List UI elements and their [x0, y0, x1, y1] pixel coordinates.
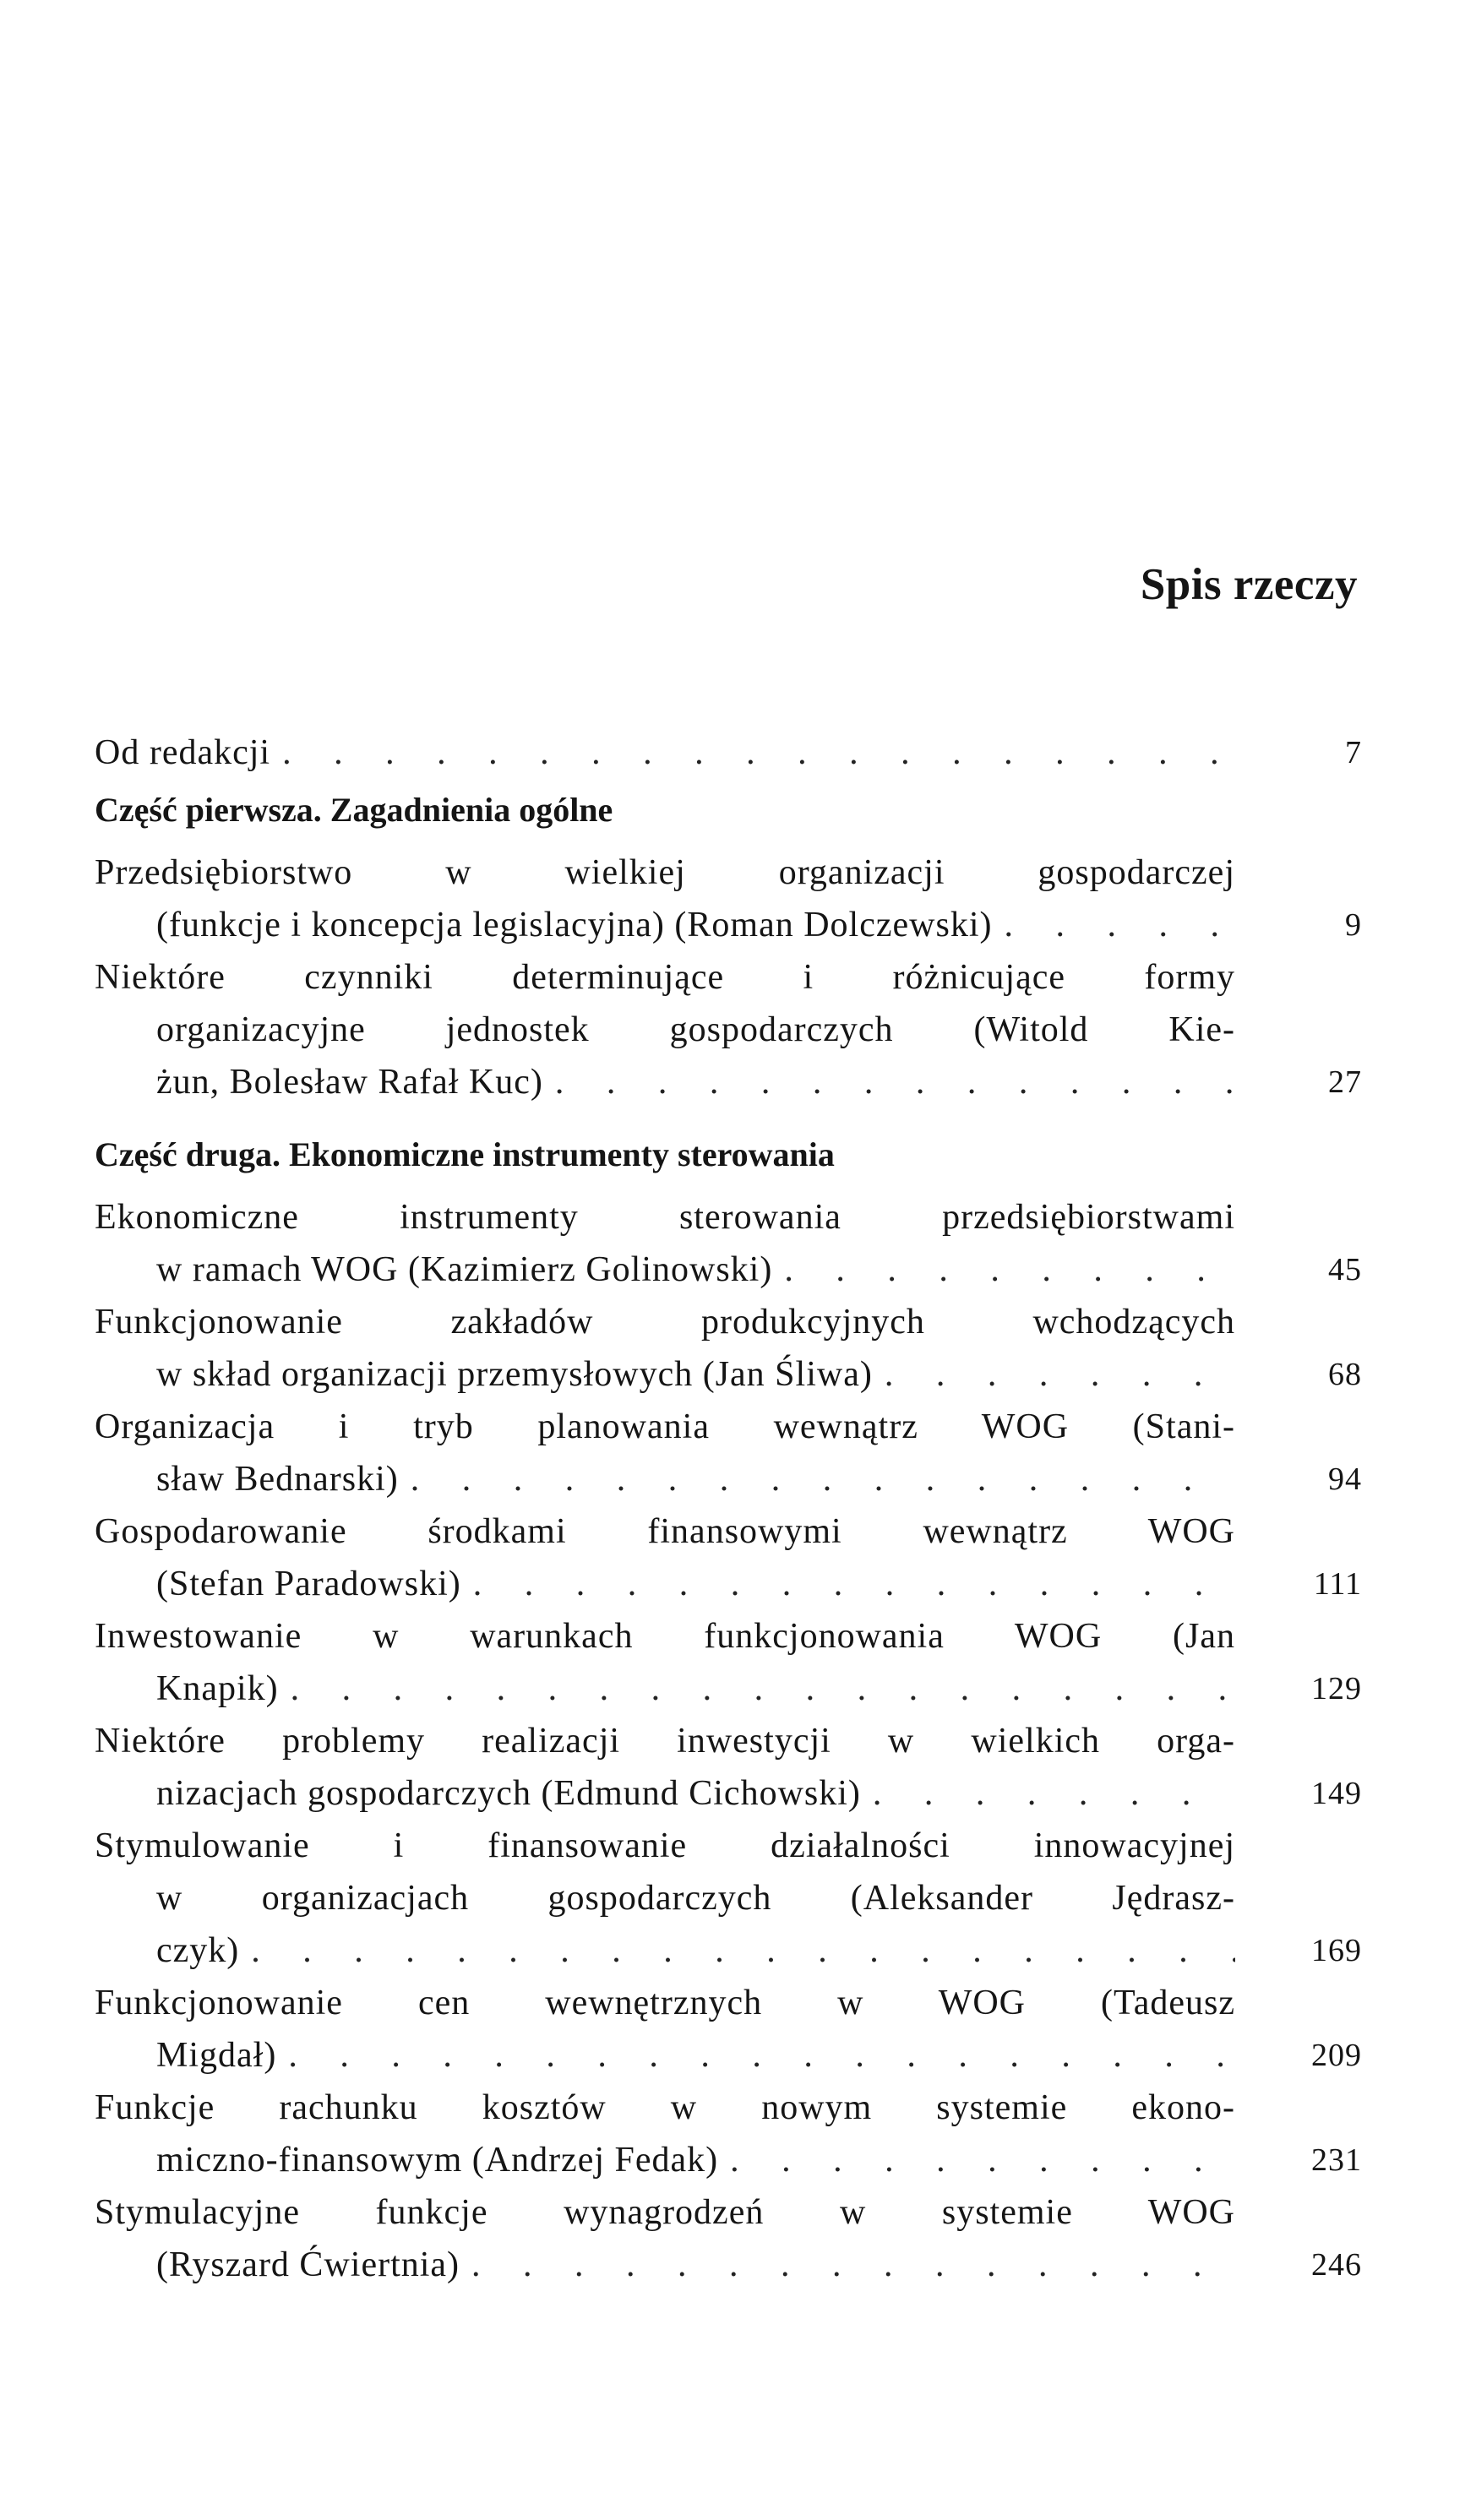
toc-entry-line: Niektóre problemy realizacji inwestycji w wielkich orga- [95, 1722, 1235, 1761]
toc-entry-line: Ekonomiczne instrumenty sterowania przedsiębiorstwami [95, 1198, 1235, 1237]
dot-leader [276, 2029, 1235, 2082]
toc-entry-line: Przedsiębiorstwo w wielkiej organizacji gospodarczej [95, 853, 1235, 892]
toc-entry [95, 1191, 1362, 1296]
toc-entry-line: w skład organizacji przemysłowych (Jan Śliwa) [156, 1355, 873, 1394]
toc-entry-line: Migdał) [156, 2036, 277, 2075]
dot-leader [239, 1924, 1235, 1977]
page-number: 68 [1328, 1357, 1362, 1392]
toc-entry-line: czyk) [156, 1931, 240, 1970]
toc-entry-line: Stymulacyjne funkcje wynagrodzeń w systemie WOG [95, 2193, 1235, 2232]
page-number: 7 [1345, 735, 1362, 770]
toc-entry-line: Gospodarowanie środkami finansowymi wewnątrz WOG [95, 1512, 1235, 1551]
part-heading-1 [95, 784, 1362, 836]
page-number: 9 [1345, 907, 1362, 943]
toc-entry-foreword [95, 727, 1362, 779]
toc-entry-line: Funkcjonowanie cen wewnętrznych w WOG (Tadeusz [95, 1984, 1235, 2022]
dot-leader [543, 1056, 1235, 1108]
page-title: Spis rzeczy [1140, 560, 1358, 609]
toc-entry-line: (Stefan Paradowski) [156, 1565, 461, 1603]
page-number: 45 [1328, 1252, 1362, 1287]
toc-entry [95, 1401, 1362, 1505]
part-heading-2 [95, 1129, 1362, 1181]
toc-entry-line: Knapik) [156, 1669, 279, 1708]
toc-entry [95, 1610, 1362, 1715]
dot-leader [279, 1663, 1235, 1715]
page-number: 231 [1311, 2142, 1362, 2178]
toc-entry-line: Inwestowanie w warunkach funkcjonowania WOG (Jan [95, 1617, 1235, 1656]
dot-leader [270, 727, 1235, 779]
dot-leader [992, 899, 1235, 951]
part-label: Część druga. [95, 1135, 280, 1173]
page-number: 111 [1313, 1566, 1362, 1602]
dot-leader [718, 2134, 1235, 2186]
toc-entry [95, 951, 1362, 1108]
toc-entry [95, 1505, 1362, 1610]
part-label: Część pierwsza. [95, 791, 322, 829]
page-number: 129 [1311, 1671, 1362, 1706]
dot-leader [873, 1348, 1235, 1401]
toc-entry [95, 1977, 1362, 2082]
toc-entry-line: nizacjach gospodarczych (Edmund Cichowski) [156, 1774, 861, 1813]
part-title: Ekonomiczne instrumenty sterowania [288, 1135, 835, 1173]
page-number: 246 [1311, 2247, 1362, 2283]
toc-entry [95, 2082, 1362, 2186]
toc-entry-line: w organizacjach gospodarczych (Aleksander Jędrasz- [156, 1879, 1235, 1918]
toc-entry [95, 1296, 1362, 1401]
toc-entry-line: miczno-finansowym (Andrzej Fedak) [156, 2141, 719, 2180]
toc-entry-line: Organizacja i tryb planowania wewnątrz WOG (Stani- [95, 1407, 1235, 1446]
toc-entry-line: żun, Bolesław Rafał Kuc) [156, 1063, 543, 1102]
dot-leader [460, 2239, 1235, 2291]
toc-entry-line: organizacyjne jednostek gospodarczych (Witold Kie- [156, 1010, 1235, 1049]
dot-leader [399, 1453, 1235, 1505]
toc-entry-line: Funkcje rachunku kosztów w nowym systemie ekono- [95, 2088, 1235, 2127]
toc-entry [95, 846, 1362, 951]
toc-entry-line: w ramach WOG (Kazimierz Golinowski) [156, 1250, 773, 1289]
dot-leader [461, 1558, 1235, 1610]
dot-leader [861, 1767, 1235, 1820]
toc-entry-line: Niektóre czynniki determinujące i różnicujące formy [95, 958, 1235, 997]
part-title: Zagadnienia ogólne [330, 791, 613, 829]
toc-entry-line: (Ryszard Ćwiertnia) [156, 2245, 460, 2284]
page-number: 209 [1311, 2038, 1362, 2073]
toc-entry [95, 2186, 1362, 2291]
toc-entry-title: Od redakcji [95, 733, 271, 772]
toc-entry-line: Funkcjonowanie zakładów produkcyjnych wchodzących [95, 1303, 1235, 1342]
toc-entry [95, 1820, 1362, 1977]
toc-entry-line: (funkcje i koncepcja legislacyjna) (Roman Dolczewski) [156, 906, 993, 944]
toc-entry-line: Stymulowanie i finansowanie działalności innowacyjnej [95, 1826, 1235, 1865]
page-number: 94 [1328, 1461, 1362, 1497]
page-number: 149 [1311, 1776, 1362, 1811]
page-number: 27 [1328, 1064, 1362, 1100]
page-number: 169 [1311, 1933, 1362, 1968]
table-of-contents [95, 727, 1362, 2291]
toc-entry-line: sław Bednarski) [156, 1460, 399, 1499]
dot-leader [772, 1244, 1235, 1296]
toc-entry [95, 1715, 1362, 1820]
